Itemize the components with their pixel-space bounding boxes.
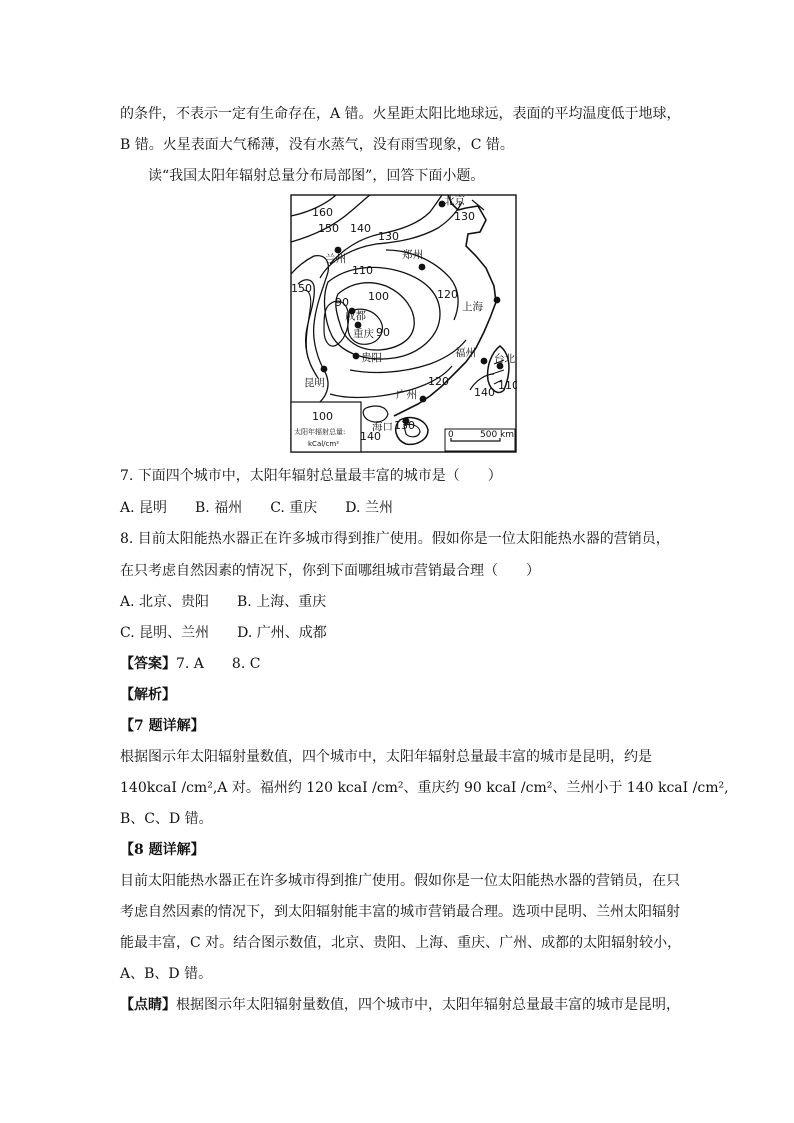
city-label-shanghai: 上海 — [462, 301, 483, 313]
legend-unit: kCal/cm² — [308, 440, 340, 448]
city-label-taipei: 台北 — [494, 353, 515, 365]
city-label-zhengzhou: 郑州 — [402, 249, 423, 261]
answer-label: 【答案】 — [120, 656, 176, 672]
city-label-chengdu: 成都 — [345, 310, 366, 322]
tip-line — [120, 995, 680, 1015]
paragraph-line: A、B、D 错。 — [120, 966, 213, 982]
isoline-value: 140 — [360, 430, 381, 443]
isoline-value: 90 — [376, 326, 390, 339]
answer-line — [120, 654, 260, 674]
paragraph-line: 的条件，不表示一定有生命存在，A 错。火星距太阳比地球远，表面的平均温度低于地球， — [120, 106, 681, 122]
city-label-guangzhou: 广州 — [396, 389, 417, 401]
paragraph-line: 根据图示年太阳辐射量数值，四个城市中，太阳年辐射总量最丰富的城市是昆明，约是 — [120, 749, 652, 765]
question-8: 8. 目前太阳能热水器正在许多城市得到推广使用。假如你是一位太阳能热水器的营销员， — [120, 531, 670, 547]
legend-title: 太阳年辐射总量: — [294, 428, 346, 436]
question-8-options: A. 北京、贵阳 B. 上海、重庆 — [120, 594, 327, 610]
city-label-beijing: 北京 — [444, 195, 465, 207]
question-8-options: C. 昆明、兰州 D. 广州、成都 — [120, 625, 327, 641]
city-label-fuzhou: 福州 — [455, 347, 476, 359]
isoline-value: 160 — [312, 206, 333, 219]
city-label-haikou: 海口 — [372, 421, 393, 433]
isoline-value: 120 — [437, 288, 458, 301]
isoline-value: 120 — [428, 375, 449, 388]
question-7-options: A. 昆明 B. 福州 C. 重庆 D. 兰州 — [120, 500, 393, 516]
scale-label: 500 km — [480, 430, 515, 440]
q7-detail-title: 【7 题详解】 — [120, 718, 205, 734]
scale-zero: 0 — [448, 430, 454, 440]
question-8: 在只考虑自然因素的情况下，你到下面哪组城市营销最合理（ ） — [120, 563, 540, 579]
question-7: 7. 下面四个城市中，太阳年辐射总量最丰富的城市是（ ） — [120, 468, 502, 484]
paragraph-line: 能最丰富，C 对。结合图示数值，北京、贵阳、上海、重庆、广州、成都的太阳辐射较小， — [120, 935, 682, 951]
isoline-value: 90 — [335, 296, 349, 309]
paragraph-line: 140kcaI /cm²,A 对。福州约 120 kcaI /cm²、重庆约 90 kcaI /cm²、兰州小于 140 kcaI /cm², — [120, 780, 729, 796]
city-label-lanzhou: 兰州 — [325, 253, 346, 265]
isoline-value: 100 — [368, 290, 389, 303]
city-label-chongqing: 重庆 — [353, 328, 374, 340]
isoline-value: 140 — [350, 222, 371, 235]
paragraph-line: B 错。火星表面大气稀薄，没有水蒸气，没有雨雪现象，C 错。 — [120, 137, 514, 153]
tip-label: 【点睛】 — [120, 997, 176, 1013]
isoline-value: 110 — [498, 379, 517, 392]
isoline-value: 130 — [454, 210, 475, 223]
isoline-value: 130 — [378, 230, 399, 243]
isoline-value: 140 — [474, 386, 495, 399]
city-label-guiyang: 贵阳 — [361, 352, 382, 364]
isoline-value: 150 — [318, 222, 339, 235]
city-label-kunming: 昆明 — [304, 377, 325, 389]
tip-text: 根据图示年太阳辐射量数值，四个城市中，太阳年辐射总量最丰富的城市是昆明， — [176, 997, 680, 1013]
paragraph-line: 目前太阳能热水器正在许多城市得到推广使用。假如你是一位太阳能热水器的营销员，在只 — [120, 873, 680, 889]
paragraph-line: 考虑自然因素的情况下，到太阳辐射能丰富的城市营销最合理。选项中昆明、兰州太阳辐射 — [120, 904, 680, 920]
isoline-value: 150 — [291, 282, 312, 295]
paragraph-line: B、C、D 错。 — [120, 811, 213, 827]
isoline-value: 110 — [352, 264, 373, 277]
question-intro: 读“我国太阳年辐射总量分布局部图”，回答下面小题。 — [148, 168, 485, 184]
q8-detail-title: 【8 题详解】 — [120, 842, 205, 858]
isoline-value: 100 — [312, 410, 333, 423]
isoline-value: 130 — [394, 419, 415, 432]
answer-text: 7. A 8. C — [176, 656, 261, 672]
solar-radiation-map — [290, 194, 517, 453]
analysis-label: 【解析】 — [120, 687, 176, 703]
